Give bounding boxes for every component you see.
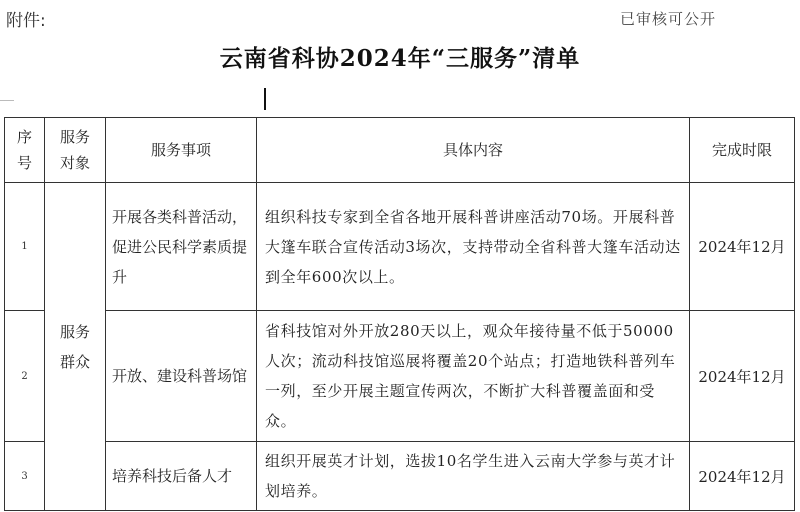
text-cursor xyxy=(264,88,266,110)
header-seq-line2: 号 xyxy=(16,154,32,172)
header-deadline: 完成时限 xyxy=(690,118,795,183)
row-number: 1 xyxy=(5,183,45,311)
table-row xyxy=(5,311,795,442)
service-target-line2: 群众 xyxy=(59,352,90,371)
attachment-label: 附件: xyxy=(6,11,46,31)
review-stamp: 已审核可公开 xyxy=(620,10,717,28)
service-deadline: 2024年12月 xyxy=(690,442,795,511)
service-content: 组织开展英才计划，选拔10名学生进入云南大学参与英才计划培养。 xyxy=(257,442,690,511)
service-deadline: 2024年12月 xyxy=(690,183,795,311)
header-target-line1: 服务 xyxy=(59,128,90,146)
row-number: 3 xyxy=(5,442,45,511)
service-target-line1: 服务 xyxy=(59,322,90,341)
service-deadline: 2024年12月 xyxy=(690,311,795,442)
header-target xyxy=(45,118,106,183)
service-content: 省科技馆对外开放280天以上，观众年接待量不低于50000人次；流动科技馆巡展将覆盖20个站点；打造地铁科普列车一列，至少开展主题宣传两次，不断扩大科普覆盖面和受众。 xyxy=(257,311,690,442)
divider xyxy=(0,100,14,101)
service-content: 组织科技专家到全省各地开展科普讲座活动70场。开展科普大篷车联合宣传活动3场次，支持带动全省科普大篷车活动达到全年600次以上。 xyxy=(257,183,690,311)
table-header-row xyxy=(5,118,795,183)
header-seq-line1: 序 xyxy=(16,128,32,146)
service-list-table xyxy=(4,117,795,511)
header-item: 服务事项 xyxy=(106,118,257,183)
service-item: 培养科技后备人才 xyxy=(106,442,257,511)
table-row xyxy=(5,183,795,311)
header-target-line2: 对象 xyxy=(59,154,90,172)
header-seq xyxy=(5,118,45,183)
header-content: 具体内容 xyxy=(257,118,690,183)
service-item: 开放、建设科普场馆 xyxy=(106,311,257,442)
row-number: 2 xyxy=(5,311,45,442)
document-title: 云南省科协2024年“三服务”清单 xyxy=(219,45,581,72)
service-item: 开展各类科普活动，促进公民科学素质提升 xyxy=(106,183,257,311)
table-row xyxy=(5,442,795,511)
service-target xyxy=(45,183,106,511)
